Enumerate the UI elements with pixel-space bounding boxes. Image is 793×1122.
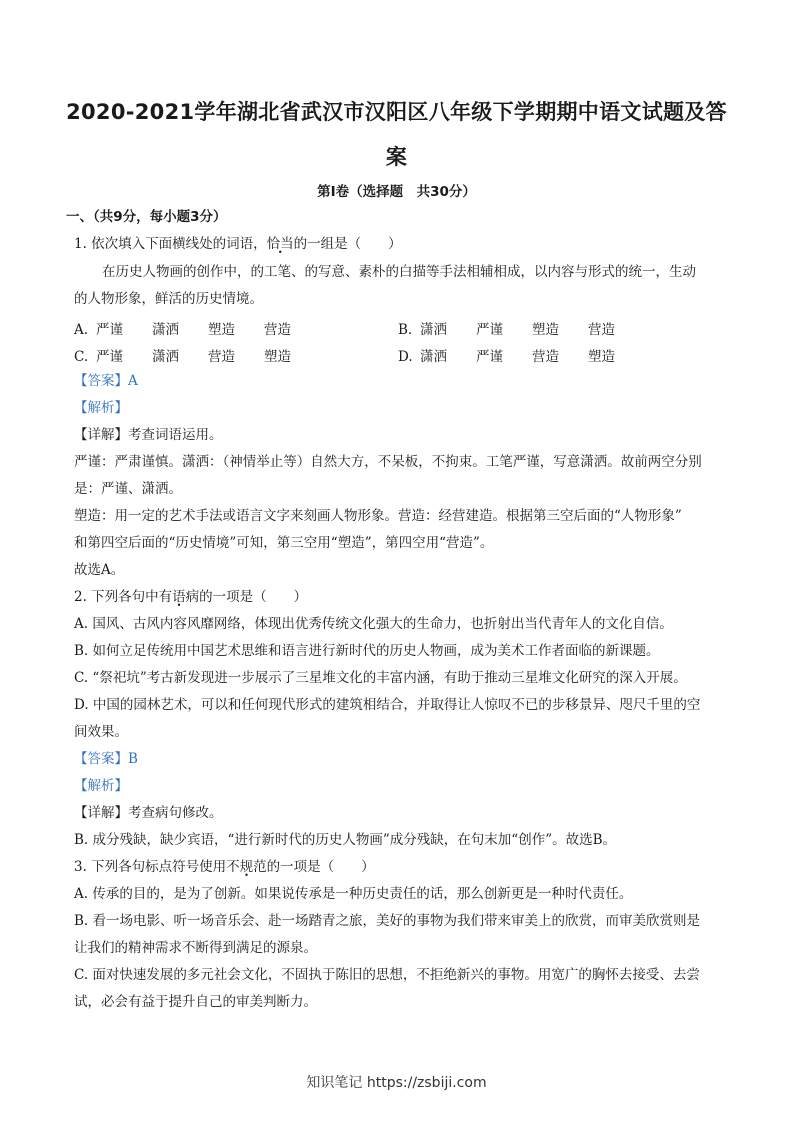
option-word: 严谨 [96,349,123,365]
question-2-explanation: B. 成分残缺，缺少宾语，“进行新时代的历史人物画”成分残缺，在句末加“创作”。故选B。 [74,832,617,848]
question-2-option-b: B. 如何立足传统用中国艺术思维和语言进行新时代的历史人物画，成为美术工作者面临的新课题。 [74,643,660,659]
option-word: 潇洒 [152,322,179,338]
option-word: 严谨 [476,322,503,338]
question-2-stem-pre: 2. 下列各句中 [74,589,159,605]
question-1-option-d [398,345,644,365]
option-word: 严谨 [476,349,503,365]
document-title-line-2: 案 [385,145,408,169]
volume-heading: 第Ⅰ卷（选择题 共30分） [317,184,476,200]
option-word: 营造 [264,322,291,338]
section-heading: 一、（共9分，每小题3分） [66,209,227,225]
question-1-option-b [398,318,644,338]
document-title-line-1: 2020-2021学年湖北省武汉市汉阳区八年级下学期期中语文试题及答 [66,100,727,124]
question-1-stem [74,235,402,253]
option-word: 塑造 [532,322,559,338]
option-letter: A. [74,322,89,338]
question-1-stem-pre: 1. 依次填入下面横线处的词语， [74,236,267,252]
question-1-explanation-line-3: 塑造：用一定的艺术手法或语言文字来刻画人物形象。营造：经营建造。根据第三空后面的“人物形象” [74,508,682,524]
question-3-option-c-line-1: C. 面对快速发展的多元社会文化，不固执于陈旧的思想，不拒绝新兴的事物。用宽广的胸怀去接受、去尝 [74,967,700,983]
question-1-option-a [74,318,320,338]
option-letter: B. [398,322,413,338]
question-3-stem [74,858,375,876]
question-3-option-b-line-1: B. 看一场电影、听一场音乐会、赴一场踏青之旅，美好的事物为我们带来审美上的欣赏，而审美欣赏则是 [74,913,701,929]
question-3-option-b-line-2: 让我们的精神需求不断得到满足的源泉。 [74,940,317,956]
question-1-answer: 【答案】A [74,373,138,389]
question-2-option-c: C. “祭祀坑”考古新发现进一步展示了三星堆文化的丰富内涵，有助于推动三星堆文化研究的深入开展。 [74,670,687,686]
option-word: 严谨 [96,322,123,338]
question-1-detail: 【详解】考查词语运用。 [74,427,223,443]
option-word: 潇洒 [152,349,179,365]
question-2-stem-emphasis: 有语病 [158,589,200,605]
question-2-answer: 【答案】B [74,751,138,767]
option-letter: C. [74,349,89,365]
question-2-option-a: A. 国风、古风内容风靡网络，体现出优秀传统文化强大的生命力，也折射出当代青年人的文化自信。 [74,616,673,632]
question-1-analysis-label: 【解析】 [74,400,128,416]
option-word: 营造 [532,349,559,365]
question-1-explanation-line-5: 故选A。 [74,562,125,578]
question-3-stem-emphasis: 不规范 [226,859,267,875]
question-1-stem-emphasis: 恰当 [266,236,294,252]
page-footer-watermark: 知识笔记 https://zsbiji.com [306,1075,487,1091]
question-1-passage-line-2: 的人物形象，鲜活的历史情境。 [74,291,263,307]
question-3-stem-post: 的一项是（ ） [266,859,375,875]
option-word: 塑造 [588,349,615,365]
option-word: 营造 [208,349,235,365]
question-3-option-c-line-2: 试，必会有益于提升自己的审美判断力。 [74,994,317,1010]
question-1-explanation-line-2: 是：严谨、潇洒。 [74,481,182,497]
option-word: 塑造 [208,322,235,338]
option-word: 营造 [588,322,615,338]
option-word: 潇洒 [420,322,447,338]
question-1-stem-post: 的一组是（ ） [293,236,402,252]
question-2-stem-post: 的一项是（ ） [199,589,308,605]
question-3-option-a: A. 传承的目的，是为了创新。如果说传承是一种历史责任的话，那么创新更是一种时代责任。 [74,886,633,902]
option-word: 潇洒 [420,349,447,365]
question-1-explanation-line-1: 严谨：严肃谨慎。潇洒：（神情举止等）自然大方，不呆板，不拘束。工笔严谨，写意潇洒。故前两空分别 [74,454,702,470]
option-letter: D. [398,349,413,365]
question-2-analysis-label: 【解析】 [74,778,128,794]
question-1-option-c [74,345,320,365]
question-2-stem [74,588,307,606]
question-2-option-d-line-1: D. 中国的园林艺术，可以和任何现代形式的建筑相结合，并取得让人惊叹不已的步移景异、咫尺千里的空 [74,697,701,713]
question-1-passage-line-1: 在历史人物画的创作中，的工笔、的写意、素朴的白描等手法相辅相成，以内容与形式的统一，生动 [102,264,696,280]
question-3-stem-pre: 3. 下列各句标点符号使用 [74,859,227,875]
question-2-detail: 【详解】考查病句修改。 [74,805,223,821]
question-1-explanation-line-4: 和第四空后面的“历史情境”可知，第三空用“塑造”，第四空用“营造”。 [74,535,494,551]
option-word: 塑造 [264,349,291,365]
question-2-option-d-line-2: 间效果。 [74,724,128,740]
